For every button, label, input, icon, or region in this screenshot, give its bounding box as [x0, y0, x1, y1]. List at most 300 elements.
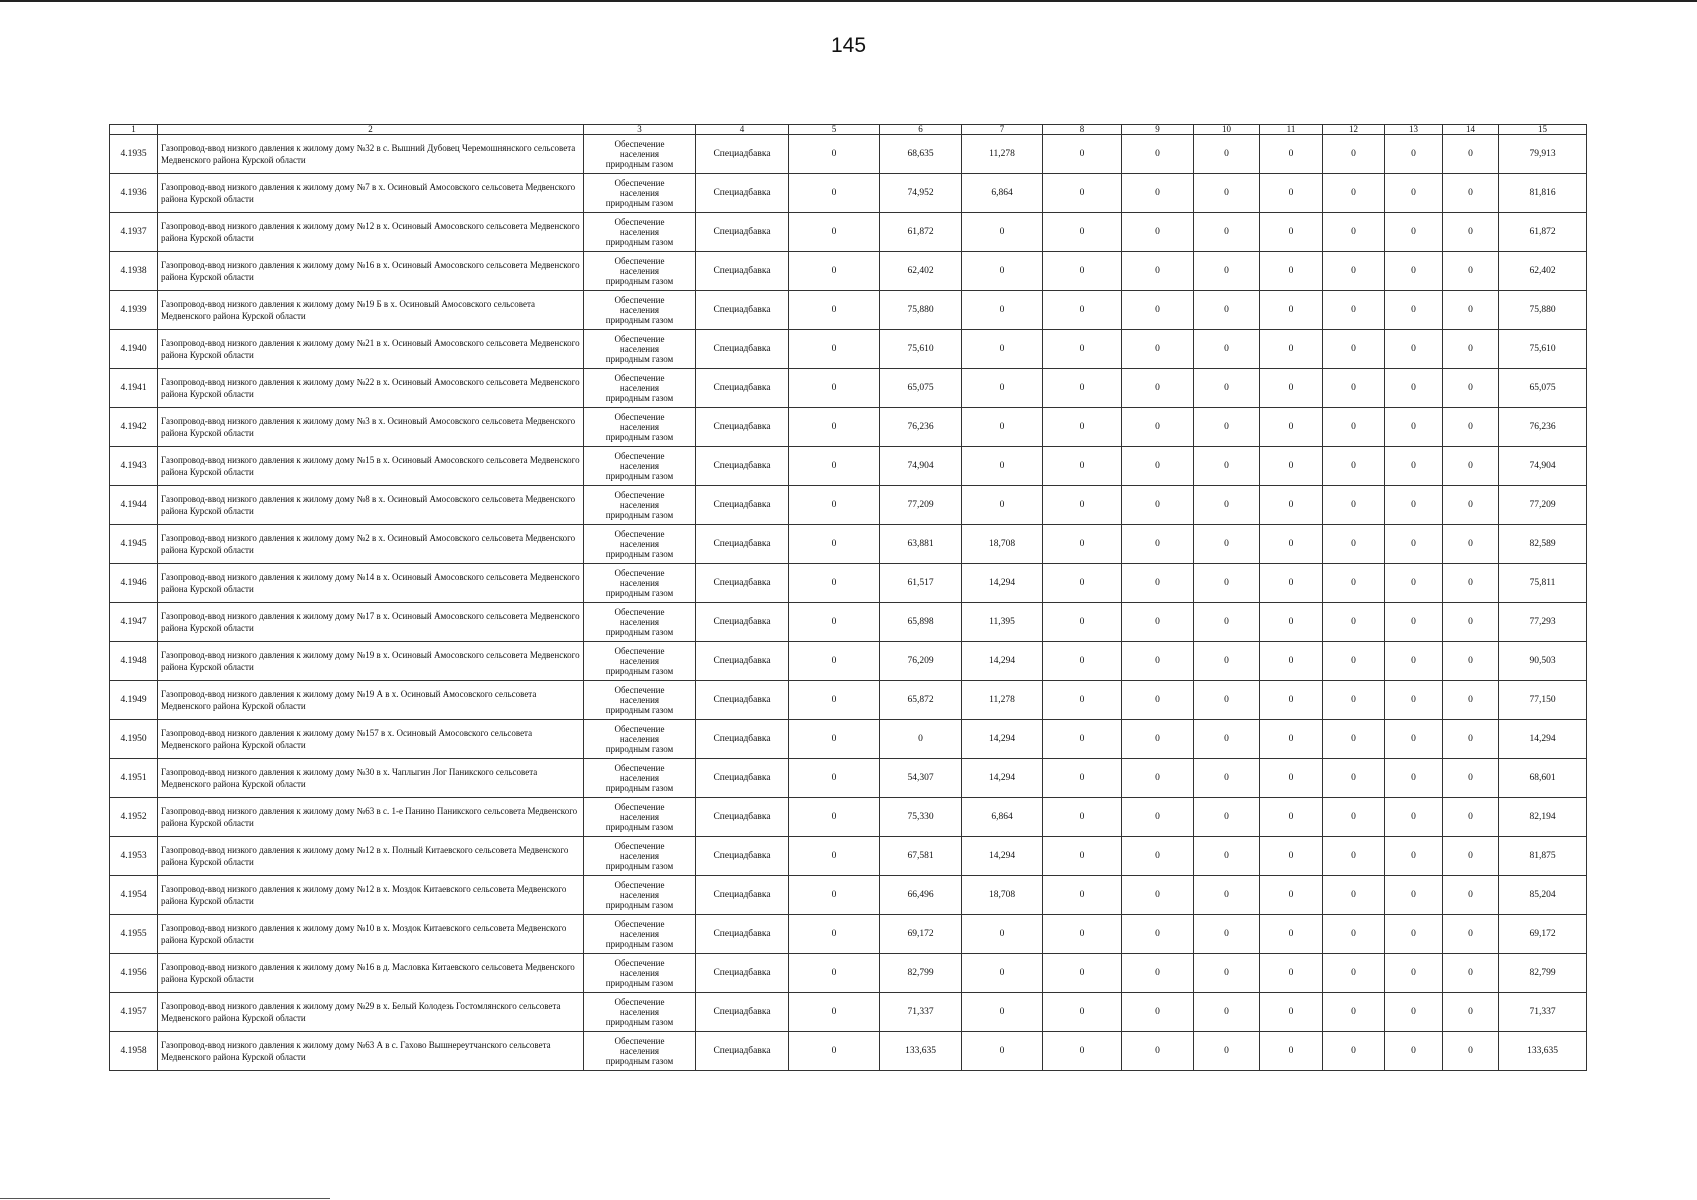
- value-cell-9: 0: [1122, 759, 1194, 798]
- value-cell-6: 69,172: [880, 915, 962, 954]
- object-name-cell: Газопровод-ввод низкого давления к жилому дому №22 в х. Осиновый Амосовского сельсовета Медвенского района Курской области: [158, 369, 584, 408]
- purpose-line: Обеспечение: [614, 646, 665, 656]
- purpose-line: природным газом: [605, 588, 674, 598]
- value-cell-14: 0: [1443, 447, 1499, 486]
- object-name-cell: Газопровод-ввод низкого давления к жилому дому №12 в х. Моздок Китаевского сельсовета Медвенского района Курской области: [158, 876, 584, 915]
- value-cell-8: 0: [1043, 993, 1122, 1032]
- purpose-cell: [584, 486, 696, 525]
- value-cell-6: 66,496: [880, 876, 962, 915]
- value-cell-15: 75,880: [1499, 291, 1587, 330]
- purpose-line: населения: [619, 500, 660, 510]
- purpose-line: населения: [619, 383, 660, 393]
- purpose-line: населения: [619, 656, 660, 666]
- purpose-line: природным газом: [605, 666, 674, 676]
- value-cell-10: 0: [1194, 681, 1260, 720]
- organization-cell: Специадбавка: [696, 213, 789, 252]
- value-cell-6: 74,952: [880, 174, 962, 213]
- value-cell-10: 0: [1194, 330, 1260, 369]
- object-name-cell: Газопровод-ввод низкого давления к жилому дому №12 в х. Полный Китаевского сельсовета Медвенского района Курской области: [158, 837, 584, 876]
- column-header-7: 7: [962, 125, 1043, 135]
- purpose-line: населения: [619, 305, 660, 315]
- value-cell-7: 0: [962, 330, 1043, 369]
- object-name-cell: Газопровод-ввод низкого давления к жилому дому №12 в х. Осиновый Амосовского сельсовета Медвенского района Курской области: [158, 213, 584, 252]
- table-row: [110, 135, 1587, 174]
- value-cell-6: 0: [880, 720, 962, 759]
- row-id-cell: 4.1935: [110, 135, 158, 174]
- row-id-cell: 4.1957: [110, 993, 158, 1032]
- header-row: [110, 125, 1587, 135]
- row-id-cell: 4.1947: [110, 603, 158, 642]
- table-row: [110, 408, 1587, 447]
- value-cell-11: 0: [1260, 564, 1323, 603]
- value-cell-10: 0: [1194, 1032, 1260, 1071]
- value-cell-5: 0: [789, 369, 880, 408]
- value-cell-14: 0: [1443, 213, 1499, 252]
- row-id-cell: 4.1936: [110, 174, 158, 213]
- value-cell-5: 0: [789, 330, 880, 369]
- value-cell-14: 0: [1443, 408, 1499, 447]
- purpose-line: Обеспечение: [614, 607, 665, 617]
- value-cell-7: 14,294: [962, 837, 1043, 876]
- value-cell-13: 0: [1385, 291, 1443, 330]
- organization-cell: Специадбавка: [696, 447, 789, 486]
- column-header-3: 3: [584, 125, 696, 135]
- purpose-line: населения: [619, 968, 660, 978]
- value-cell-14: 0: [1443, 876, 1499, 915]
- purpose-line: населения: [619, 227, 660, 237]
- table-row: [110, 837, 1587, 876]
- object-name-cell: Газопровод-ввод низкого давления к жилому дому №21 в х. Осиновый Амосовского сельсовета Медвенского района Курской области: [158, 330, 584, 369]
- row-id-cell: 4.1943: [110, 447, 158, 486]
- table-row: [110, 993, 1587, 1032]
- value-cell-5: 0: [789, 603, 880, 642]
- purpose-line: Обеспечение: [614, 919, 665, 929]
- value-cell-8: 0: [1043, 915, 1122, 954]
- purpose-line: Обеспечение: [614, 451, 665, 461]
- value-cell-7: 0: [962, 486, 1043, 525]
- value-cell-14: 0: [1443, 954, 1499, 993]
- bottom-scan-line: [0, 1198, 330, 1199]
- value-cell-13: 0: [1385, 408, 1443, 447]
- organization-cell: Специадбавка: [696, 564, 789, 603]
- value-cell-6: 75,880: [880, 291, 962, 330]
- value-cell-13: 0: [1385, 876, 1443, 915]
- organization-cell: Специадбавка: [696, 681, 789, 720]
- organization-cell: Специадбавка: [696, 486, 789, 525]
- value-cell-11: 0: [1260, 291, 1323, 330]
- row-id-cell: 4.1946: [110, 564, 158, 603]
- value-cell-12: 0: [1323, 603, 1385, 642]
- purpose-line: населения: [619, 1046, 660, 1056]
- value-cell-13: 0: [1385, 525, 1443, 564]
- value-cell-12: 0: [1323, 213, 1385, 252]
- column-header-14: 14: [1443, 125, 1499, 135]
- organization-cell: Специадбавка: [696, 408, 789, 447]
- purpose-cell: [584, 759, 696, 798]
- value-cell-6: 54,307: [880, 759, 962, 798]
- table-body: [110, 135, 1587, 1071]
- column-header-12: 12: [1323, 125, 1385, 135]
- column-header-13: 13: [1385, 125, 1443, 135]
- value-cell-10: 0: [1194, 369, 1260, 408]
- value-cell-8: 0: [1043, 330, 1122, 369]
- value-cell-13: 0: [1385, 993, 1443, 1032]
- object-name-cell: Газопровод-ввод низкого давления к жилому дому №63 в с. 1-е Панино Паникского сельсовета Медвенского района Курской области: [158, 798, 584, 837]
- value-cell-12: 0: [1323, 993, 1385, 1032]
- value-cell-6: 62,402: [880, 252, 962, 291]
- purpose-cell: [584, 447, 696, 486]
- value-cell-7: 11,278: [962, 681, 1043, 720]
- value-cell-14: 0: [1443, 564, 1499, 603]
- table-container: [109, 124, 1586, 1071]
- value-cell-12: 0: [1323, 837, 1385, 876]
- purpose-line: природным газом: [605, 627, 674, 637]
- value-cell-8: 0: [1043, 954, 1122, 993]
- object-name-cell: Газопровод-ввод низкого давления к жилому дому №16 в х. Осиновый Амосовского сельсовета Медвенского района Курской области: [158, 252, 584, 291]
- value-cell-8: 0: [1043, 369, 1122, 408]
- value-cell-8: 0: [1043, 564, 1122, 603]
- value-cell-15: 74,904: [1499, 447, 1587, 486]
- value-cell-15: 82,194: [1499, 798, 1587, 837]
- value-cell-6: 133,635: [880, 1032, 962, 1071]
- value-cell-5: 0: [789, 837, 880, 876]
- value-cell-5: 0: [789, 408, 880, 447]
- value-cell-15: 81,875: [1499, 837, 1587, 876]
- purpose-cell: [584, 525, 696, 564]
- value-cell-9: 0: [1122, 603, 1194, 642]
- value-cell-13: 0: [1385, 642, 1443, 681]
- value-cell-8: 0: [1043, 252, 1122, 291]
- purpose-cell: [584, 993, 696, 1032]
- value-cell-9: 0: [1122, 993, 1194, 1032]
- value-cell-9: 0: [1122, 525, 1194, 564]
- purpose-cell: [584, 1032, 696, 1071]
- value-cell-13: 0: [1385, 369, 1443, 408]
- value-cell-15: 82,589: [1499, 525, 1587, 564]
- table-row: [110, 213, 1587, 252]
- top-border-rule: [0, 0, 1697, 2]
- organization-cell: Специадбавка: [696, 291, 789, 330]
- organization-cell: Специадбавка: [696, 993, 789, 1032]
- value-cell-10: 0: [1194, 720, 1260, 759]
- value-cell-9: 0: [1122, 408, 1194, 447]
- value-cell-12: 0: [1323, 915, 1385, 954]
- purpose-cell: [584, 408, 696, 447]
- value-cell-6: 76,209: [880, 642, 962, 681]
- organization-cell: Специадбавка: [696, 525, 789, 564]
- purpose-line: Обеспечение: [614, 997, 665, 1007]
- value-cell-7: 0: [962, 447, 1043, 486]
- value-cell-15: 133,635: [1499, 1032, 1587, 1071]
- purpose-line: природным газом: [605, 393, 674, 403]
- value-cell-9: 0: [1122, 564, 1194, 603]
- value-cell-8: 0: [1043, 603, 1122, 642]
- value-cell-14: 0: [1443, 603, 1499, 642]
- object-name-cell: Газопровод-ввод низкого давления к жилому дому №8 в х. Осиновый Амосовского сельсовета Медвенского района Курской области: [158, 486, 584, 525]
- page-number: 145: [830, 34, 867, 57]
- purpose-line: населения: [619, 149, 660, 159]
- value-cell-10: 0: [1194, 174, 1260, 213]
- purpose-line: природным газом: [605, 978, 674, 988]
- value-cell-5: 0: [789, 135, 880, 174]
- object-name-cell: Газопровод-ввод низкого давления к жилому дому №10 в х. Моздок Китаевского сельсовета Медвенского района Курской области: [158, 915, 584, 954]
- value-cell-9: 0: [1122, 135, 1194, 174]
- object-name-cell: Газопровод-ввод низкого давления к жилому дому №15 в х. Осиновый Амосовского сельсовета Медвенского района Курской области: [158, 447, 584, 486]
- purpose-line: Обеспечение: [614, 295, 665, 305]
- value-cell-11: 0: [1260, 525, 1323, 564]
- value-cell-6: 65,898: [880, 603, 962, 642]
- object-name-cell: Газопровод-ввод низкого давления к жилому дому №17 в х. Осиновый Амосовского сельсовета Медвенского района Курской области: [158, 603, 584, 642]
- value-cell-13: 0: [1385, 486, 1443, 525]
- column-header-9: 9: [1122, 125, 1194, 135]
- purpose-line: Обеспечение: [614, 685, 665, 695]
- value-cell-10: 0: [1194, 915, 1260, 954]
- purpose-line: природным газом: [605, 276, 674, 286]
- purpose-line: населения: [619, 812, 660, 822]
- purpose-cell: [584, 837, 696, 876]
- value-cell-15: 14,294: [1499, 720, 1587, 759]
- row-id-cell: 4.1948: [110, 642, 158, 681]
- value-cell-6: 63,881: [880, 525, 962, 564]
- column-header-4: 4: [696, 125, 789, 135]
- value-cell-7: 18,708: [962, 525, 1043, 564]
- value-cell-12: 0: [1323, 1032, 1385, 1071]
- value-cell-8: 0: [1043, 447, 1122, 486]
- value-cell-15: 77,293: [1499, 603, 1587, 642]
- value-cell-10: 0: [1194, 213, 1260, 252]
- purpose-line: Обеспечение: [614, 256, 665, 266]
- value-cell-5: 0: [789, 213, 880, 252]
- organization-cell: Специадбавка: [696, 135, 789, 174]
- value-cell-11: 0: [1260, 642, 1323, 681]
- value-cell-6: 76,236: [880, 408, 962, 447]
- table-row: [110, 642, 1587, 681]
- value-cell-15: 75,610: [1499, 330, 1587, 369]
- purpose-line: населения: [619, 188, 660, 198]
- value-cell-14: 0: [1443, 993, 1499, 1032]
- table-row: [110, 330, 1587, 369]
- value-cell-11: 0: [1260, 135, 1323, 174]
- object-name-cell: Газопровод-ввод низкого давления к жилому дому №63 А в с. Гахово Вышнереутчанского сельсовета Медвенского района Курской области: [158, 1032, 584, 1071]
- value-cell-8: 0: [1043, 798, 1122, 837]
- purpose-line: населения: [619, 734, 660, 744]
- object-name-cell: Газопровод-ввод низкого давления к жилому дому №16 в д. Масловка Китаевского сельсовета Медвенского района Курской области: [158, 954, 584, 993]
- purpose-line: природным газом: [605, 939, 674, 949]
- value-cell-14: 0: [1443, 291, 1499, 330]
- row-id-cell: 4.1949: [110, 681, 158, 720]
- purpose-line: природным газом: [605, 549, 674, 559]
- purpose-cell: [584, 291, 696, 330]
- value-cell-12: 0: [1323, 759, 1385, 798]
- purpose-cell: [584, 369, 696, 408]
- object-name-cell: Газопровод-ввод низкого давления к жилому дому №29 в х. Белый Колодезь Гостомлянского сельсовета Медвенского района Курской области: [158, 993, 584, 1032]
- purpose-cell: [584, 876, 696, 915]
- value-cell-15: 65,075: [1499, 369, 1587, 408]
- value-cell-13: 0: [1385, 252, 1443, 291]
- value-cell-12: 0: [1323, 291, 1385, 330]
- value-cell-8: 0: [1043, 642, 1122, 681]
- value-cell-15: 76,236: [1499, 408, 1587, 447]
- value-cell-9: 0: [1122, 954, 1194, 993]
- purpose-line: природным газом: [605, 744, 674, 754]
- value-cell-8: 0: [1043, 720, 1122, 759]
- table-row: [110, 915, 1587, 954]
- object-name-cell: Газопровод-ввод низкого давления к жилому дому №2 в х. Осиновый Амосовского сельсовета Медвенского района Курской области: [158, 525, 584, 564]
- value-cell-9: 0: [1122, 174, 1194, 213]
- value-cell-13: 0: [1385, 603, 1443, 642]
- value-cell-12: 0: [1323, 681, 1385, 720]
- value-cell-9: 0: [1122, 876, 1194, 915]
- value-cell-5: 0: [789, 915, 880, 954]
- value-cell-5: 0: [789, 954, 880, 993]
- value-cell-10: 0: [1194, 798, 1260, 837]
- value-cell-14: 0: [1443, 369, 1499, 408]
- value-cell-10: 0: [1194, 525, 1260, 564]
- value-cell-7: 6,864: [962, 798, 1043, 837]
- value-cell-5: 0: [789, 252, 880, 291]
- value-cell-14: 0: [1443, 525, 1499, 564]
- column-header-2: 2: [158, 125, 584, 135]
- value-cell-5: 0: [789, 759, 880, 798]
- value-cell-7: 18,708: [962, 876, 1043, 915]
- value-cell-8: 0: [1043, 291, 1122, 330]
- value-cell-10: 0: [1194, 642, 1260, 681]
- value-cell-10: 0: [1194, 291, 1260, 330]
- value-cell-10: 0: [1194, 408, 1260, 447]
- value-cell-6: 61,872: [880, 213, 962, 252]
- value-cell-15: 61,872: [1499, 213, 1587, 252]
- row-id-cell: 4.1939: [110, 291, 158, 330]
- purpose-cell: [584, 681, 696, 720]
- value-cell-15: 81,816: [1499, 174, 1587, 213]
- purpose-line: Обеспечение: [614, 763, 665, 773]
- purpose-line: природным газом: [605, 198, 674, 208]
- value-cell-7: 14,294: [962, 759, 1043, 798]
- value-cell-12: 0: [1323, 642, 1385, 681]
- value-cell-15: 75,811: [1499, 564, 1587, 603]
- value-cell-6: 71,337: [880, 993, 962, 1032]
- row-id-cell: 4.1954: [110, 876, 158, 915]
- value-cell-7: 6,864: [962, 174, 1043, 213]
- table-row: [110, 291, 1587, 330]
- value-cell-13: 0: [1385, 915, 1443, 954]
- purpose-line: природным газом: [605, 159, 674, 169]
- value-cell-15: 71,337: [1499, 993, 1587, 1032]
- value-cell-5: 0: [789, 681, 880, 720]
- value-cell-11: 0: [1260, 1032, 1323, 1071]
- value-cell-7: 0: [962, 408, 1043, 447]
- value-cell-15: 69,172: [1499, 915, 1587, 954]
- value-cell-15: 77,150: [1499, 681, 1587, 720]
- value-cell-12: 0: [1323, 174, 1385, 213]
- purpose-line: природным газом: [605, 861, 674, 871]
- value-cell-15: 85,204: [1499, 876, 1587, 915]
- purpose-line: природным газом: [605, 510, 674, 520]
- row-id-cell: 4.1945: [110, 525, 158, 564]
- value-cell-13: 0: [1385, 213, 1443, 252]
- value-cell-14: 0: [1443, 759, 1499, 798]
- value-cell-8: 0: [1043, 408, 1122, 447]
- value-cell-13: 0: [1385, 135, 1443, 174]
- purpose-line: населения: [619, 578, 660, 588]
- value-cell-14: 0: [1443, 798, 1499, 837]
- value-cell-13: 0: [1385, 564, 1443, 603]
- organization-cell: Специадбавка: [696, 759, 789, 798]
- organization-cell: Специадбавка: [696, 954, 789, 993]
- value-cell-7: 0: [962, 915, 1043, 954]
- data-table: [109, 124, 1587, 1071]
- purpose-cell: [584, 564, 696, 603]
- row-id-cell: 4.1944: [110, 486, 158, 525]
- table-row: [110, 564, 1587, 603]
- value-cell-12: 0: [1323, 408, 1385, 447]
- value-cell-10: 0: [1194, 759, 1260, 798]
- value-cell-6: 75,610: [880, 330, 962, 369]
- value-cell-8: 0: [1043, 759, 1122, 798]
- value-cell-11: 0: [1260, 759, 1323, 798]
- purpose-line: Обеспечение: [614, 568, 665, 578]
- row-id-cell: 4.1950: [110, 720, 158, 759]
- column-header-5: 5: [789, 125, 880, 135]
- purpose-line: Обеспечение: [614, 490, 665, 500]
- organization-cell: Специадбавка: [696, 837, 789, 876]
- purpose-line: Обеспечение: [614, 373, 665, 383]
- table-row: [110, 681, 1587, 720]
- value-cell-8: 0: [1043, 486, 1122, 525]
- value-cell-12: 0: [1323, 720, 1385, 759]
- purpose-cell: [584, 798, 696, 837]
- value-cell-12: 0: [1323, 447, 1385, 486]
- value-cell-8: 0: [1043, 681, 1122, 720]
- purpose-line: населения: [619, 344, 660, 354]
- table-row: [110, 1032, 1587, 1071]
- object-name-cell: Газопровод-ввод низкого давления к жилому дому №19 А в х. Осиновый Амосовского сельсовета Медвенского района Курской области: [158, 681, 584, 720]
- organization-cell: Специадбавка: [696, 1032, 789, 1071]
- value-cell-10: 0: [1194, 135, 1260, 174]
- value-cell-10: 0: [1194, 447, 1260, 486]
- purpose-line: природным газом: [605, 432, 674, 442]
- purpose-line: населения: [619, 266, 660, 276]
- value-cell-8: 0: [1043, 174, 1122, 213]
- value-cell-14: 0: [1443, 486, 1499, 525]
- purpose-line: Обеспечение: [614, 217, 665, 227]
- value-cell-6: 82,799: [880, 954, 962, 993]
- purpose-line: населения: [619, 851, 660, 861]
- value-cell-8: 0: [1043, 837, 1122, 876]
- purpose-line: природным газом: [605, 705, 674, 715]
- value-cell-9: 0: [1122, 330, 1194, 369]
- value-cell-8: 0: [1043, 135, 1122, 174]
- purpose-line: Обеспечение: [614, 412, 665, 422]
- table-row: [110, 486, 1587, 525]
- purpose-line: природным газом: [605, 354, 674, 364]
- value-cell-11: 0: [1260, 447, 1323, 486]
- purpose-cell: [584, 213, 696, 252]
- value-cell-15: 77,209: [1499, 486, 1587, 525]
- table-row: [110, 798, 1587, 837]
- purpose-line: Обеспечение: [614, 724, 665, 734]
- row-id-cell: 4.1938: [110, 252, 158, 291]
- value-cell-10: 0: [1194, 252, 1260, 291]
- purpose-line: населения: [619, 929, 660, 939]
- purpose-line: населения: [619, 461, 660, 471]
- value-cell-9: 0: [1122, 837, 1194, 876]
- value-cell-6: 61,517: [880, 564, 962, 603]
- purpose-line: населения: [619, 890, 660, 900]
- row-id-cell: 4.1940: [110, 330, 158, 369]
- purpose-line: населения: [619, 695, 660, 705]
- value-cell-12: 0: [1323, 876, 1385, 915]
